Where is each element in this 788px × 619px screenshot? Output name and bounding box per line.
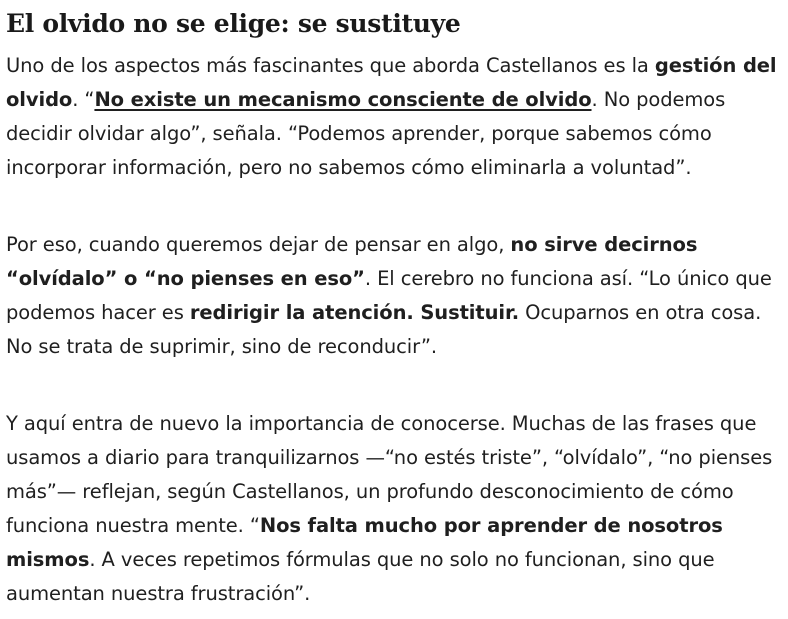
paragraph-3 — [6, 407, 784, 611]
paragraph-3-text-b: . A veces repetimos fórmulas que no solo no funcionan, sino que aumentan nuestra frustración”. — [6, 548, 715, 605]
paragraph-1-text-c: . No podemos decidir olvidar algo”, señala. “Podemos aprender, porque sabemos cómo incorporar información, pero no sabemos cómo eliminarla a voluntad”. — [6, 88, 726, 179]
paragraph-1-bold-a: gestión del olvido — [6, 54, 777, 111]
paragraph-2-text-c: Ocuparnos en otra cosa. No se trata de suprimir, sino de reconducir”. — [6, 301, 762, 358]
article-body — [6, 0, 784, 611]
paragraph-2-text-b: . El cerebro no funciona así. “Lo único que podemos hacer es — [6, 267, 772, 324]
quote-link[interactable]: No existe un mecanismo consciente de olvido — [94, 88, 592, 111]
paragraph-1-text-a: Uno de los aspectos más fascinantes que aborda Castellanos es la — [6, 54, 655, 77]
paragraph-1 — [6, 49, 784, 185]
paragraph-3-bold-a: Nos falta mucho por aprender de nosotros mismos — [6, 514, 723, 571]
paragraph-2-bold-a: no sirve decirnos “olvídalo” o “no pienses en eso” — [6, 233, 698, 290]
paragraph-2-bold-b: redirigir la atención. Sustituir. — [189, 301, 520, 324]
paragraph-3-text-a: Y aquí entra de nuevo la importancia de conocerse. Muchas de las frases que usamos a diario para tranquilizarnos —“no estés triste”, “olvídalo”, “no pienses más”— reflejan, según Castellanos, un profundo desconocimiento de cómo funciona nuestra mente. “ — [6, 412, 773, 537]
section-heading: El olvido no se elige: se sustituye — [6, 9, 461, 38]
paragraph-1-text-b: . “ — [72, 88, 95, 111]
paragraph-2-text-a: Por eso, cuando queremos dejar de pensar en algo, — [6, 233, 511, 256]
paragraph-2 — [6, 228, 784, 364]
